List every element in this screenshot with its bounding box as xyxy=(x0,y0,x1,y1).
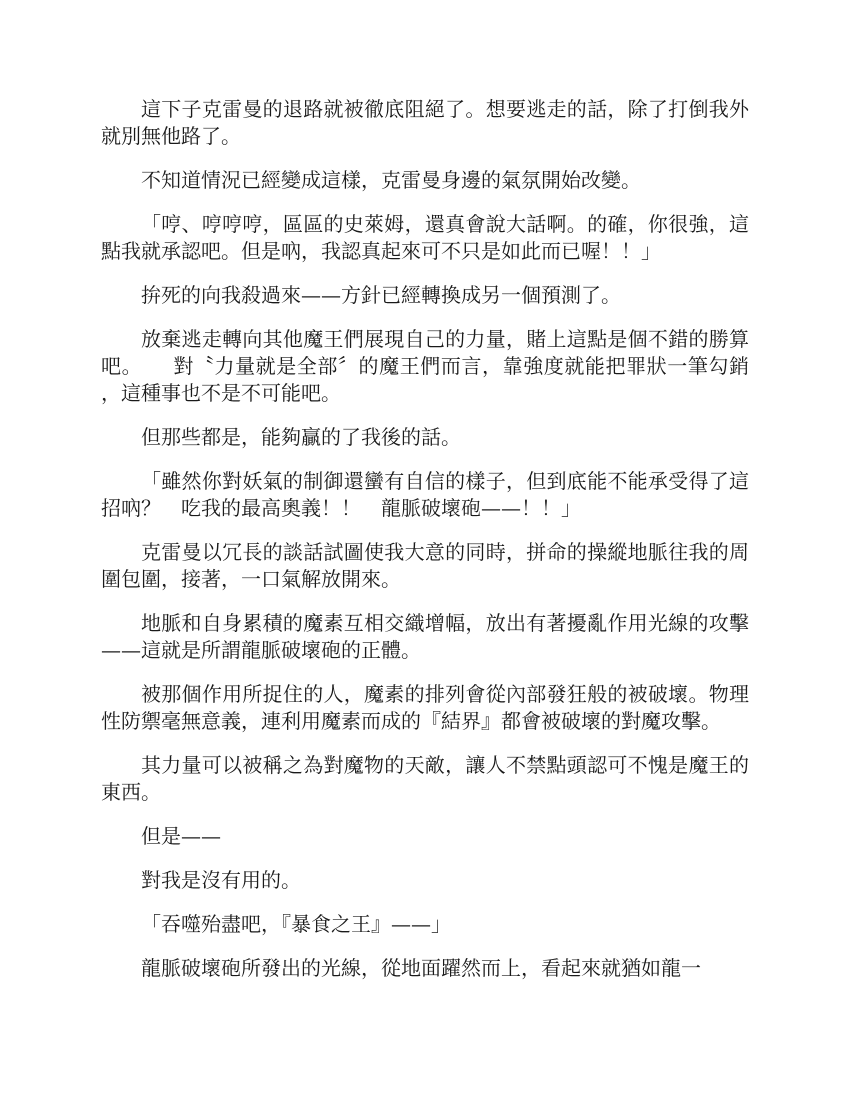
paragraph-10: 被那個作用所捉住的人，魔素的排列會從內部發狂般的被破壞。物理性防禦毫無意義，連利用魔素而成的『結界』都會被破壞的對魔攻擊。 xyxy=(101,682,749,733)
paragraph-8: 克雷曼以冗長的談話試圖使我大意的同時，拼命的操縱地脈往我的周圍包圍，接著，一口氣解放開來。 xyxy=(101,540,749,591)
paragraph-9: 地脈和自身累積的魔素互相交織增幅，放出有著擾亂作用光線的攻擊——這就是所謂龍脈破壞砲的正體。 xyxy=(101,611,749,662)
paragraph-5: 放棄逃走轉向其他魔王們展現自己的力量，賭上這點是個不錯的勝算吧。 對〝力量就是全部〞的魔王們而言，靠強度就能把罪狀一筆勾銷，這種事也不是不可能吧。 xyxy=(101,327,749,405)
paragraph-11: 其力量可以被稱之為對魔物的天敵，讓人不禁點頭認可不愧是魔王的東西。 xyxy=(101,753,749,804)
paragraph-13: 對我是沒有用的。 xyxy=(141,868,301,892)
paragraph-2: 不知道情況已經變成這樣，克雷曼身邊的氣氛開始改變。 xyxy=(141,168,641,192)
paragraph-6: 但那些都是，能夠贏的了我後的話。 xyxy=(141,425,461,449)
paragraph-14: 「吞噬殆盡吧，『暴食之王』——」 xyxy=(141,912,451,936)
paragraph-7: 「雖然你對妖氣的制御還蠻有自信的樣子，但到底能不能承受得了這招吶？ 吃我的最高奧義！！ 龍脈破壞砲——！！」 xyxy=(101,469,749,520)
paragraph-15: 龍脈破壞砲所發出的光線，從地面躍然而上，看起來就猶如龍一 xyxy=(141,956,701,980)
paragraph-3: 「哼、哼哼哼，區區的史萊姆，還真會說大話啊。的確，你很強，這點我就承認吧。但是吶，我認真起來可不只是如此而已喔！！」 xyxy=(101,212,749,263)
paragraph-4: 拚死的向我殺過來——方針已經轉換成另一個預測了。 xyxy=(141,283,621,307)
paragraph-1: 這下子克雷曼的退路就被徹底阻絕了。想要逃走的話，除了打倒我外就別無他路了。 xyxy=(101,97,749,148)
body-text xyxy=(101,96,749,999)
paragraph-12: 但是—— xyxy=(141,824,221,848)
